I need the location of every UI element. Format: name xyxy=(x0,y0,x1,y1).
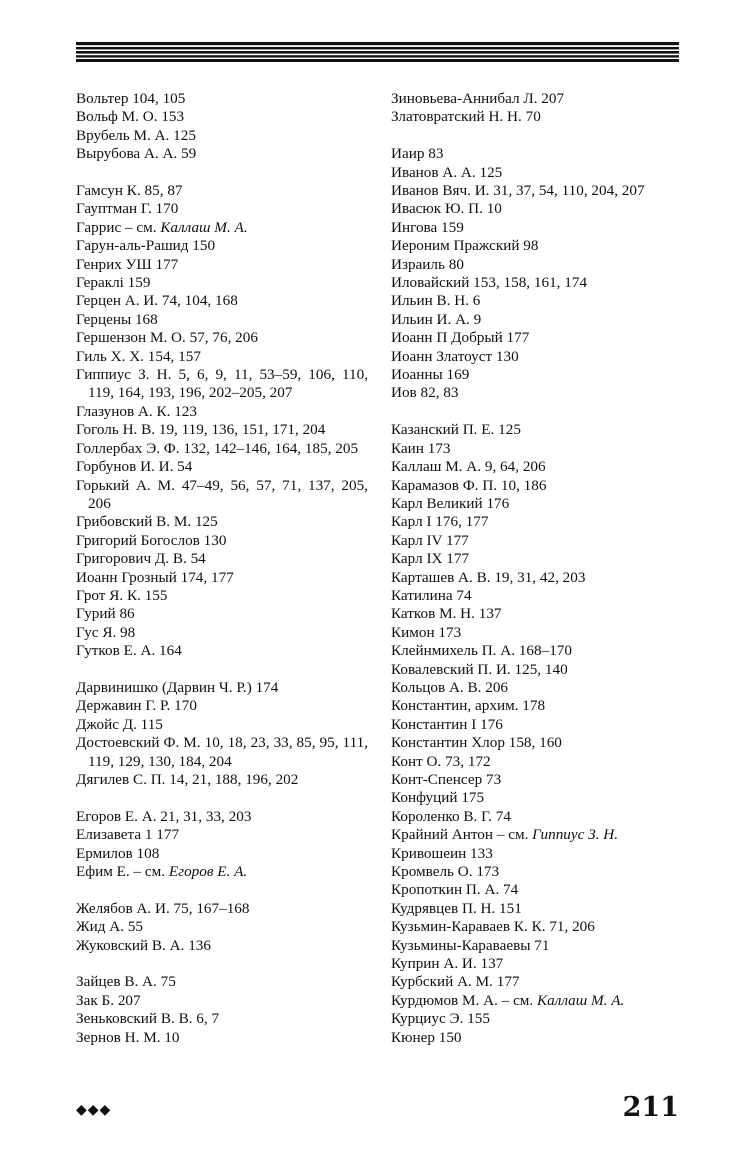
index-entry-text: Гамсун К. 85, 87 xyxy=(76,182,183,200)
index-entry xyxy=(391,237,681,255)
index-entry xyxy=(391,1010,681,1028)
index-entry-text: Константин Хлор 158, 160 xyxy=(391,734,562,752)
index-entry xyxy=(76,513,368,531)
index-entry-text: Курбский А. М. 177 xyxy=(391,973,520,991)
index-entry-text: Курдюмов М. А. – см. xyxy=(391,991,538,1009)
footer-ornament: ◆◆◆ xyxy=(76,1103,112,1118)
index-entry xyxy=(391,881,681,899)
index-entry-text: Жуковский В. А. 136 xyxy=(76,936,211,954)
index-entry-text: Герцен А. И. 74, 104, 168 xyxy=(76,292,238,310)
index-entry xyxy=(391,937,681,955)
index-entry xyxy=(391,145,681,163)
index-entry xyxy=(391,863,681,881)
index-entry xyxy=(391,642,681,660)
index-entry xyxy=(391,679,681,697)
index-entry xyxy=(76,274,368,292)
index-entry xyxy=(391,108,681,126)
index-entry xyxy=(76,237,368,255)
index-entry xyxy=(76,716,368,734)
index-entry-text: Горький А. М. 47–49, 56, 57, 71, 137, 205, 206 xyxy=(76,476,368,512)
index-entry-text: Иоанн П Добрый 177 xyxy=(391,329,530,347)
index-entry xyxy=(391,200,681,218)
index-entry xyxy=(76,992,368,1010)
index-entry xyxy=(391,348,681,366)
index-entry-text: Конфуций 175 xyxy=(391,789,485,807)
section-gap xyxy=(76,789,368,807)
index-entry-text: Гутков Е. А. 164 xyxy=(76,642,182,660)
index-entry xyxy=(76,1010,368,1028)
index-entry-text: Ивасюк Ю. П. 10 xyxy=(391,200,502,218)
index-entry xyxy=(391,789,681,807)
index-entry-text: Кузьмин-Караваев К. К. 71, 206 xyxy=(391,918,595,936)
index-entry xyxy=(76,863,368,881)
index-entry xyxy=(76,624,368,642)
index-entry xyxy=(391,661,681,679)
index-entry xyxy=(391,697,681,715)
index-entry-text: Вольтер 104, 105 xyxy=(76,90,186,107)
index-entry xyxy=(391,329,681,347)
index-entry-text: Иоанн Грозный 174, 177 xyxy=(76,568,234,586)
index-entry xyxy=(76,108,368,126)
index-entry xyxy=(76,477,368,514)
index-entry xyxy=(76,219,368,237)
index-entry xyxy=(76,587,368,605)
index-entry xyxy=(391,605,681,623)
index-entry-text: Глазунов А. К. 123 xyxy=(76,402,197,420)
index-entry-text: Генрих УШ 177 xyxy=(76,255,179,273)
index-entry xyxy=(391,219,681,237)
index-column-left xyxy=(76,90,368,1047)
index-entry-text: Константин I 176 xyxy=(391,715,503,733)
index-entry-text: Зиновьева-Аннибал Л. 207 xyxy=(391,90,565,107)
index-entry-text: Врубель М. А. 125 xyxy=(76,126,196,144)
section-gap xyxy=(76,164,368,182)
index-entry xyxy=(391,716,681,734)
index-entry xyxy=(76,697,368,715)
index-entry xyxy=(76,826,368,844)
section-gap xyxy=(76,881,368,899)
index-entry-text: Карл I 176, 177 xyxy=(391,513,489,531)
index-entry-text: Гиль Х. Х. 154, 157 xyxy=(76,347,201,365)
index-entry xyxy=(391,182,681,200)
section-gap xyxy=(76,661,368,679)
index-entry xyxy=(391,458,681,476)
index-entry xyxy=(391,440,681,458)
index-entry-text: Курциус Э. 155 xyxy=(391,1010,490,1028)
section-gap xyxy=(391,403,681,421)
header-decorative-rule xyxy=(76,42,679,62)
index-entry xyxy=(391,292,681,310)
cross-reference: Гиппиус З. Н. xyxy=(532,826,619,844)
index-entry xyxy=(391,918,681,936)
index-entry xyxy=(76,532,368,550)
index-entry xyxy=(76,145,368,163)
index-entry xyxy=(391,808,681,826)
index-entry-text: Ермилов 108 xyxy=(76,844,160,862)
index-entry xyxy=(391,311,681,329)
index-entry xyxy=(76,440,368,458)
index-entry xyxy=(76,1029,368,1047)
index-entry xyxy=(76,642,368,660)
index-entry-text: Кропоткин П. А. 74 xyxy=(391,881,519,899)
index-entry xyxy=(76,771,368,789)
index-entry xyxy=(76,311,368,329)
index-entry-text: Гиппиус З. Н. 5, 6, 9, 11, 53–59, 106, 110, 119, 164, 193, 196, 202–205, 207 xyxy=(76,366,368,402)
index-entry xyxy=(76,808,368,826)
index-entry xyxy=(391,955,681,973)
index-entry xyxy=(76,256,368,274)
index-entry-text: Иванов Вяч. И. 31, 37, 54, 110, 204, 207 xyxy=(391,182,645,200)
index-entry xyxy=(391,569,681,587)
index-entry xyxy=(76,605,368,623)
index-entry-text: Иов 82, 83 xyxy=(391,384,459,402)
index-entry xyxy=(391,366,681,384)
index-entry-text: Златовратский Н. Н. 70 xyxy=(391,108,541,126)
index-entry xyxy=(391,513,681,531)
index-entry-text: Клейнмихель П. А. 168–170 xyxy=(391,642,572,660)
index-entry-text: Конт О. 73, 172 xyxy=(391,752,491,770)
index-entry xyxy=(391,845,681,863)
index-entry-text: Гоголь Н. В. 19, 119, 136, 151, 171, 204 xyxy=(76,421,326,439)
index-entry xyxy=(76,734,368,771)
index-entry-text: Ковалевский П. И. 125, 140 xyxy=(391,660,568,678)
index-entry-text: Голлербах Э. Ф. 132, 142–146, 164, 185, 205 xyxy=(76,439,359,457)
cross-reference: Каллаш М. А. xyxy=(160,218,248,236)
index-entry xyxy=(391,973,681,991)
index-column-right xyxy=(391,90,681,1047)
index-entry xyxy=(76,569,368,587)
index-entry xyxy=(391,900,681,918)
index-entry-text: Катилина 74 xyxy=(391,586,472,604)
index-entry-text: Иоанн Златоуст 130 xyxy=(391,347,519,365)
index-entry xyxy=(76,90,368,108)
index-entry-text: Кольцов А. В. 206 xyxy=(391,678,509,696)
index-entry-text: Гауптман Г. 170 xyxy=(76,200,179,218)
index-entry-text: Горбунов И. И. 54 xyxy=(76,458,193,476)
index-entry-text: Иловайский 153, 158, 161, 174 xyxy=(391,274,588,292)
index-entry-text: Иаир 83 xyxy=(391,145,444,163)
index-entry-text: Куприн А. И. 137 xyxy=(391,955,504,973)
index-entry xyxy=(76,900,368,918)
index-entry xyxy=(391,826,681,844)
index-entry-text: Вырубова А. А. 59 xyxy=(76,145,197,163)
index-entry-text: Гаррис – см. xyxy=(76,218,161,236)
index-entry xyxy=(76,845,368,863)
index-entry xyxy=(76,550,368,568)
index-entry-text: Достоевский Ф. М. 10, 18, 23, 33, 85, 95, 111, 119, 129, 130, 184, 204 xyxy=(76,734,368,770)
index-entry-text: Джойс Д. 115 xyxy=(76,715,163,733)
index-entry-text: Гурий 86 xyxy=(76,605,135,623)
index-entry-text: Егоров Е. А. 21, 31, 33, 203 xyxy=(76,807,252,825)
index-entry-text: Зернов Н. М. 10 xyxy=(76,1028,180,1046)
index-entry-text: Гарун-аль-Рашид 150 xyxy=(76,237,216,255)
index-entry-text: Зеньковский В. В. 6, 7 xyxy=(76,1010,220,1028)
index-entry xyxy=(391,384,681,402)
index-entry xyxy=(391,753,681,771)
cross-reference: Каллаш М. А. xyxy=(537,991,625,1009)
index-entry-text: Иванов А. А. 125 xyxy=(391,163,503,181)
index-entry-text: Иоанны 169 xyxy=(391,366,470,384)
index-entry-text: Гус Я. 98 xyxy=(76,623,136,641)
index-entry xyxy=(391,992,681,1010)
index-entry-text: Ефим Е. – см. xyxy=(76,863,169,881)
index-entry xyxy=(76,200,368,218)
index-entry xyxy=(391,734,681,752)
index-entry-text: Кромвель О. 173 xyxy=(391,863,500,881)
index-entry-text: Кузьмины-Караваевы 71 xyxy=(391,936,550,954)
index-entry xyxy=(76,918,368,936)
index-entry-text: Желябов А. И. 75, 167–168 xyxy=(76,899,250,917)
index-entry-text: Елизавета 1 177 xyxy=(76,826,180,844)
index-entry xyxy=(391,550,681,568)
index-entry-text: Гершензон М. О. 57, 76, 206 xyxy=(76,329,258,347)
index-entry-text: Зак Б. 207 xyxy=(76,991,141,1009)
index-entry-text: Грибовский В. М. 125 xyxy=(76,513,218,531)
index-entry xyxy=(76,348,368,366)
index-entry-text: Катков М. Н. 137 xyxy=(391,605,502,623)
index-entry xyxy=(76,679,368,697)
index-entry xyxy=(76,421,368,439)
index-entry-text: Константин, архим. 178 xyxy=(391,697,546,715)
index-entry xyxy=(76,973,368,991)
index-entry-text: Карташев А. В. 19, 31, 42, 203 xyxy=(391,568,586,586)
index-entry-text: Ильин И. А. 9 xyxy=(391,310,482,328)
index-entry-text: Герцены 168 xyxy=(76,310,158,328)
index-entry-text: Грот Я. К. 155 xyxy=(76,586,168,604)
index-entry-text: Дягилев С. П. 14, 21, 188, 196, 202 xyxy=(76,771,299,788)
index-entry-text: Крайний Антон – см. xyxy=(391,826,533,844)
index-entry xyxy=(76,458,368,476)
index-entry-text: Карамазов Ф. П. 10, 186 xyxy=(391,476,547,494)
index-entry-text: Каин 173 xyxy=(391,439,451,457)
index-entry-text: Ильин В. Н. 6 xyxy=(391,292,481,310)
index-entry xyxy=(391,90,681,108)
index-entry-text: Конт-Спенсер 73 xyxy=(391,771,502,788)
index-entry xyxy=(76,403,368,421)
index-entry-text: Григорий Богослов 130 xyxy=(76,531,227,549)
index-entry xyxy=(391,421,681,439)
index-entry-text: Кудрявцев П. Н. 151 xyxy=(391,899,522,917)
index-entry xyxy=(76,329,368,347)
index-entry-text: Казанский П. Е. 125 xyxy=(391,421,521,439)
index-entry-text: Израиль 80 xyxy=(391,255,464,273)
index-entry-text: Короленко В. Г. 74 xyxy=(391,807,511,825)
index-entry-text: Кюнер 150 xyxy=(391,1028,462,1046)
index-entry xyxy=(391,274,681,292)
index-entry-text: Иероним Пражский 98 xyxy=(391,237,539,255)
index-entry-text: Каллаш М. А. 9, 64, 206 xyxy=(391,458,546,476)
index-entry xyxy=(391,1029,681,1047)
index-entry xyxy=(391,771,681,789)
index-entry xyxy=(391,477,681,495)
index-entry xyxy=(76,182,368,200)
index-entry xyxy=(391,164,681,182)
index-entry-text: Жид А. 55 xyxy=(76,918,144,936)
index-entry-text: Карл Великий 176 xyxy=(391,494,510,512)
index-entry xyxy=(391,495,681,513)
index-entry-text: Вольф М. О. 153 xyxy=(76,108,185,126)
section-gap xyxy=(391,127,681,145)
page-number: 211 xyxy=(622,1092,679,1123)
index-entry-text: Державин Г. Р. 170 xyxy=(76,697,197,715)
index-entry xyxy=(391,587,681,605)
cross-reference: Егоров Е. А. xyxy=(168,863,248,881)
index-entry-text: Зайцев В. А. 75 xyxy=(76,973,176,991)
index-entry-text: Дарвинишко (Дарвин Ч. Р.) 174 xyxy=(76,678,279,696)
index-entry xyxy=(76,937,368,955)
index-entry-text: Кимон 173 xyxy=(391,623,462,641)
index-entry-text: Кривошеин 133 xyxy=(391,844,493,862)
index-entry-text: Карл IX 177 xyxy=(391,550,470,568)
index-entry-text: Ингова 159 xyxy=(391,218,464,236)
index-entry xyxy=(391,624,681,642)
index-entry xyxy=(76,366,368,403)
index-entry xyxy=(76,127,368,145)
section-gap xyxy=(76,955,368,973)
index-entry xyxy=(391,532,681,550)
index-entry-text: Карл IV 177 xyxy=(391,531,469,549)
index-entry xyxy=(391,256,681,274)
index-entry xyxy=(76,292,368,310)
index-entry-text: Григорович Д. В. 54 xyxy=(76,550,206,568)
index-entry-text: Гераклі 159 xyxy=(76,274,151,292)
